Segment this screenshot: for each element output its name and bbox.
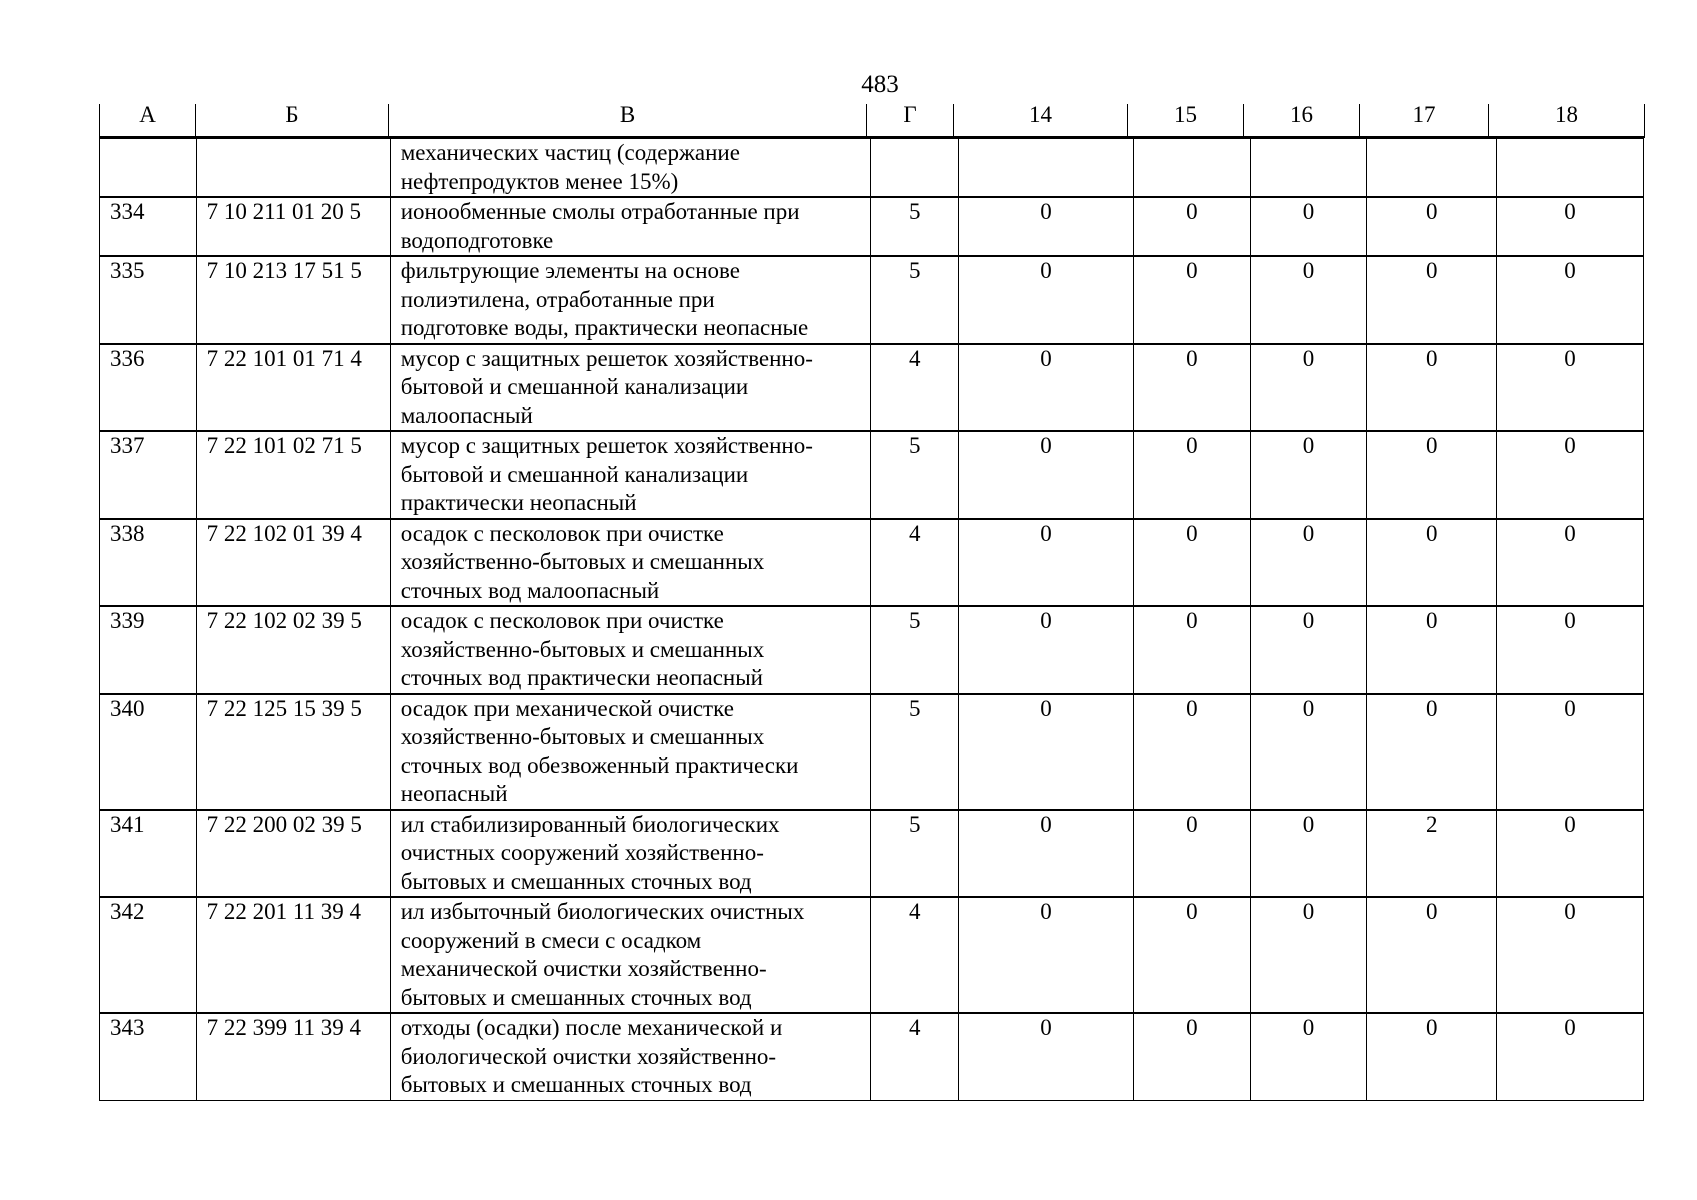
- cell-14: [958, 139, 1133, 198]
- cell-14: 0: [958, 256, 1133, 344]
- cell-16: 0: [1250, 694, 1367, 810]
- table-row: [100, 897, 1644, 1013]
- cell-index: 339: [100, 606, 197, 694]
- cell-17: 0: [1367, 694, 1497, 810]
- cell-index: 341: [100, 810, 197, 898]
- table-row: [100, 810, 1644, 898]
- cell-16: 0: [1250, 606, 1367, 694]
- cell-18: 0: [1497, 1013, 1644, 1100]
- cell-18: 0: [1497, 256, 1644, 344]
- table-row: [100, 431, 1644, 519]
- cell-16: [1250, 139, 1367, 198]
- table-row-continuation: [100, 139, 1644, 198]
- cell-15: 0: [1134, 344, 1251, 432]
- cell-17: 0: [1367, 431, 1497, 519]
- header-col-g: Г: [867, 104, 954, 137]
- cell-16: 0: [1250, 519, 1367, 607]
- cell-code: 7 10 211 01 20 5: [196, 197, 390, 256]
- cell-17: 0: [1367, 519, 1497, 607]
- cell-class: 5: [871, 256, 959, 344]
- cell-14: 0: [958, 519, 1133, 607]
- cell-code: 7 10 213 17 51 5: [196, 256, 390, 344]
- cell-class: 5: [871, 810, 959, 898]
- cell-18: 0: [1497, 810, 1644, 898]
- cell-17: 0: [1367, 897, 1497, 1013]
- table-row: [100, 694, 1644, 810]
- cell-14: 0: [958, 431, 1133, 519]
- cell-14: 0: [958, 344, 1133, 432]
- cell-description: отходы (осадки) после механической и биологической очистки хозяйственно- бытовых и смешанных сточных вод: [390, 1013, 871, 1100]
- cell-15: 0: [1134, 897, 1251, 1013]
- table-row: [100, 344, 1644, 432]
- cell-16: 0: [1250, 256, 1367, 344]
- cell-code: 7 22 102 02 39 5: [196, 606, 390, 694]
- cell-14: 0: [958, 1013, 1133, 1100]
- cell-index: 338: [100, 519, 197, 607]
- cell-18: 0: [1497, 606, 1644, 694]
- cell-16: 0: [1250, 1013, 1367, 1100]
- cell-18: 0: [1497, 344, 1644, 432]
- cell-15: 0: [1134, 197, 1251, 256]
- cell-14: 0: [958, 694, 1133, 810]
- cell-class: 5: [871, 606, 959, 694]
- cell-16: 0: [1250, 897, 1367, 1013]
- cell-description: мусор с защитных решеток хозяйственно- бытовой и смешанной канализации практически неопасный: [390, 431, 871, 519]
- cell-class: 4: [871, 897, 959, 1013]
- cell-class: 4: [871, 344, 959, 432]
- cell-17: 0: [1367, 1013, 1497, 1100]
- cell-17: 0: [1367, 197, 1497, 256]
- cell-description: фильтрующие элементы на основе полиэтилена, отработанные при подготовке воды, практически неопасные: [390, 256, 871, 344]
- cell-class: 5: [871, 197, 959, 256]
- column-header-table: [99, 104, 1645, 138]
- cell-17: 0: [1367, 606, 1497, 694]
- cell-code: 7 22 101 01 71 4: [196, 344, 390, 432]
- cell-description: ионообменные смолы отработанные при водоподготовке: [390, 197, 871, 256]
- header-col-14: 14: [954, 104, 1128, 137]
- cell-17: 2: [1367, 810, 1497, 898]
- cell-class: 5: [871, 694, 959, 810]
- cell-17: 0: [1367, 344, 1497, 432]
- cell-15: 0: [1134, 431, 1251, 519]
- cell-15: 0: [1134, 519, 1251, 607]
- cell-code: 7 22 201 11 39 4: [196, 897, 390, 1013]
- cell-14: 0: [958, 810, 1133, 898]
- header-col-18: 18: [1489, 104, 1645, 137]
- cell-code: 7 22 101 02 71 5: [196, 431, 390, 519]
- cell-18: [1497, 139, 1644, 198]
- cell-index: 342: [100, 897, 197, 1013]
- cell-14: 0: [958, 606, 1133, 694]
- waste-table: [99, 138, 1644, 1101]
- header-col-b: Б: [196, 104, 389, 137]
- cell-18: 0: [1497, 694, 1644, 810]
- cell-description: мусор с защитных решеток хозяйственно- бытовой и смешанной канализации малоопасный: [390, 344, 871, 432]
- cell-14: 0: [958, 197, 1133, 256]
- cell-code: 7 22 200 02 39 5: [196, 810, 390, 898]
- header-col-15: 15: [1128, 104, 1244, 137]
- cell-class: [871, 139, 959, 198]
- cell-16: 0: [1250, 810, 1367, 898]
- cell-index: 343: [100, 1013, 197, 1100]
- header-col-a: А: [100, 104, 196, 137]
- header-col-v: В: [389, 104, 867, 137]
- cell-index: [100, 139, 197, 198]
- cell-16: 0: [1250, 197, 1367, 256]
- table-row: [100, 606, 1644, 694]
- cell-17: [1367, 139, 1497, 198]
- table-row: [100, 519, 1644, 607]
- cell-15: 0: [1134, 1013, 1251, 1100]
- cell-description: ил стабилизированный биологических очистных сооружений хозяйственно- бытовых и смешанных сточных вод: [390, 810, 871, 898]
- cell-index: 337: [100, 431, 197, 519]
- cell-16: 0: [1250, 431, 1367, 519]
- cell-class: 4: [871, 519, 959, 607]
- cell-description: осадок с песколовок при очистке хозяйственно-бытовых и смешанных сточных вод практически неопасный: [390, 606, 871, 694]
- cell-code: 7 22 125 15 39 5: [196, 694, 390, 810]
- cell-index: 334: [100, 197, 197, 256]
- page-number: 483: [861, 71, 899, 98]
- cell-16: 0: [1250, 344, 1367, 432]
- cell-17: 0: [1367, 256, 1497, 344]
- cell-18: 0: [1497, 897, 1644, 1013]
- cell-15: 0: [1134, 694, 1251, 810]
- cell-18: 0: [1497, 197, 1644, 256]
- cell-14: 0: [958, 897, 1133, 1013]
- cell-code: [196, 139, 390, 198]
- cell-description: осадок с песколовок при очистке хозяйственно-бытовых и смешанных сточных вод малоопасный: [390, 519, 871, 607]
- header-col-17: 17: [1360, 104, 1489, 137]
- cell-code: 7 22 102 01 39 4: [196, 519, 390, 607]
- cell-15: 0: [1134, 256, 1251, 344]
- table-row: [100, 197, 1644, 256]
- table-row: [100, 256, 1644, 344]
- header-col-16: 16: [1244, 104, 1360, 137]
- cell-15: [1134, 139, 1251, 198]
- cell-class: 5: [871, 431, 959, 519]
- cell-description: ил избыточный биологических очистных сооружений в смеси с осадком механической очистки хозяйственно- бытовых и смешанных сточных вод: [390, 897, 871, 1013]
- cell-15: 0: [1134, 810, 1251, 898]
- cell-index: 340: [100, 694, 197, 810]
- cell-18: 0: [1497, 431, 1644, 519]
- cell-index: 336: [100, 344, 197, 432]
- table-row: [100, 1013, 1644, 1100]
- cell-description: механических частиц (содержание нефтепродуктов менее 15%): [390, 139, 871, 198]
- cell-18: 0: [1497, 519, 1644, 607]
- cell-index: 335: [100, 256, 197, 344]
- cell-description: осадок при механической очистке хозяйственно-бытовых и смешанных сточных вод обезвоженный практически неопасный: [390, 694, 871, 810]
- cell-15: 0: [1134, 606, 1251, 694]
- header-row: [100, 104, 1645, 137]
- cell-code: 7 22 399 11 39 4: [196, 1013, 390, 1100]
- cell-class: 4: [871, 1013, 959, 1100]
